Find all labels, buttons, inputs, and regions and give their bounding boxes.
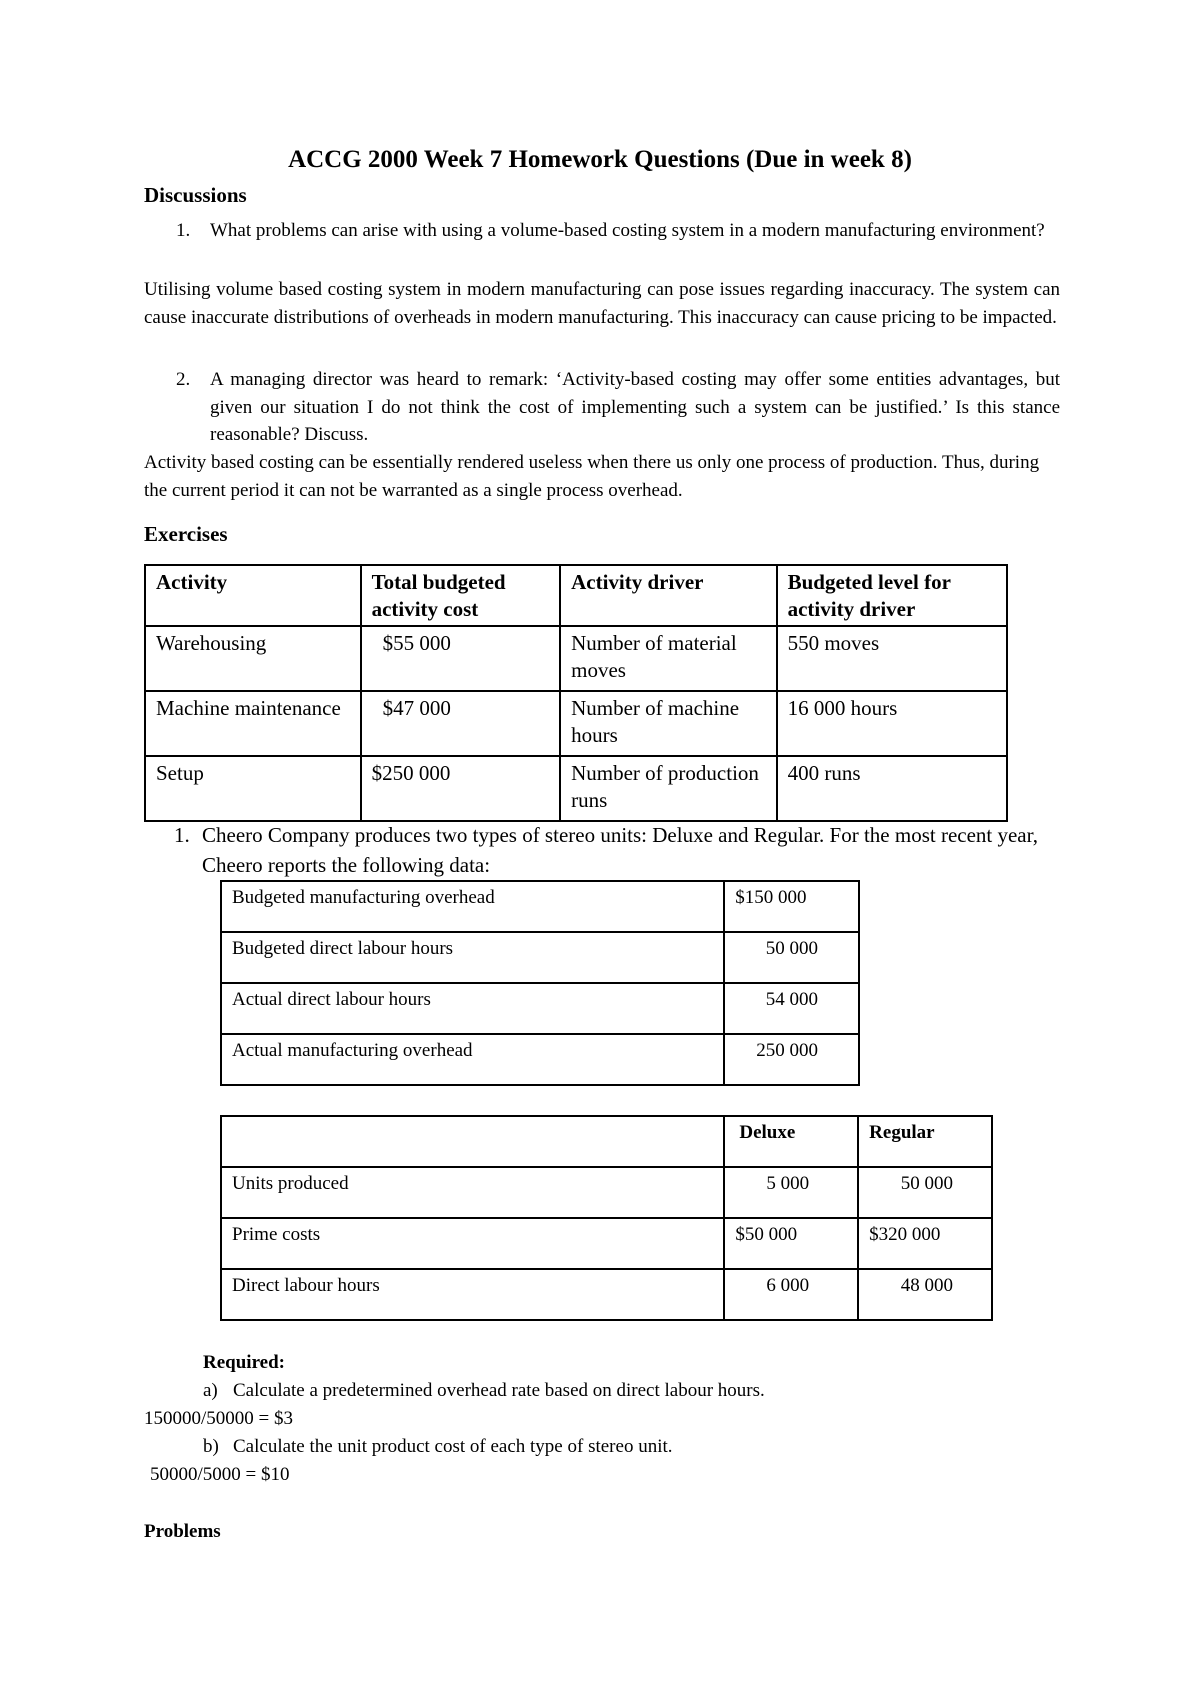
- cell-driver: Number of production runs: [560, 756, 776, 821]
- cell-level: 400 runs: [777, 756, 1007, 821]
- cell-level: 16 000 hours: [777, 691, 1007, 756]
- cell-driver: Number of machine hours: [560, 691, 776, 756]
- column-header-regular: Regular: [858, 1116, 992, 1167]
- activity-table: [144, 564, 1008, 822]
- cell-deluxe: $50 000: [724, 1218, 858, 1269]
- column-header-activity-driver: Activity driver: [560, 565, 776, 626]
- product-table-header-row: [221, 1116, 992, 1167]
- exercises-heading: Exercises: [144, 522, 228, 546]
- cell-cost: $55 000: [361, 626, 561, 691]
- cell-label: Actual direct labour hours: [221, 983, 724, 1034]
- cell-value: $150 000: [724, 881, 859, 932]
- required-b-answer: 50000/5000 = $10: [150, 1464, 290, 1485]
- cell-regular: 48 000: [858, 1269, 992, 1320]
- cell-cost: $47 000: [361, 691, 561, 756]
- table-row: [221, 1034, 859, 1085]
- table-row: [221, 1269, 992, 1320]
- answer-2: Activity based costing can be essentially rendered useless when there us only one process of production. Thus, during the current period it can not be warranted as a single process overhead.: [144, 452, 1040, 501]
- answer-1: Utilising volume based costing system in modern manufacturing can pose issues regarding inaccuracy. The system can cause inaccurate distributions of overheads in modern manufacturing. This inaccuracy can cause pricing to be impacted.: [144, 279, 1060, 328]
- required-a-answer: 150000/50000 = $3: [144, 1408, 293, 1429]
- cell-regular: 50 000: [858, 1167, 992, 1218]
- table-row: [145, 691, 1007, 756]
- required-b-label: b): [203, 1436, 219, 1457]
- cell-label: Prime costs: [221, 1218, 724, 1269]
- cell-value: 54 000: [724, 983, 859, 1034]
- cell-activity: Warehousing: [145, 626, 361, 691]
- cell-label: Direct labour hours: [221, 1269, 724, 1320]
- activity-table-header-row: [145, 565, 1007, 626]
- table-row: [145, 626, 1007, 691]
- cell-label: Budgeted direct labour hours: [221, 932, 724, 983]
- table-row: [221, 881, 859, 932]
- overhead-table: [220, 880, 860, 1086]
- question-2-text: A managing director was heard to remark: ‘Activity-based costing may offer some entities advantages, but given our situation I do not think the cost of implementing such a system can be justified.’ Is this stance reasonable? Discuss.: [210, 369, 1060, 445]
- cell-label: Actual manufacturing overhead: [221, 1034, 724, 1085]
- cell-label: Budgeted manufacturing overhead: [221, 881, 724, 932]
- table-row: [221, 932, 859, 983]
- cell-value: 250 000: [724, 1034, 859, 1085]
- cheero-question-text: Cheero Company produces two types of stereo units: Deluxe and Regular. For the most recent year, Cheero reports the following data:: [202, 823, 1039, 877]
- problems-heading: Problems: [144, 1521, 221, 1542]
- cell-value: 50 000: [724, 932, 859, 983]
- question-2-number: 2.: [176, 369, 191, 390]
- question-1-number: 1.: [176, 220, 191, 241]
- cell-label: Units produced: [221, 1167, 724, 1218]
- column-header-budgeted-level: Budgeted level for activity driver: [777, 565, 1007, 626]
- column-header-total-cost: Total budgeted activity cost: [361, 565, 561, 626]
- question-1-text: What problems can arise with using a volume-based costing system in a modern manufacturing environment?: [210, 220, 1045, 241]
- required-a-label: a): [203, 1380, 218, 1401]
- cell-cost: $250 000: [361, 756, 561, 821]
- cell-activity: Setup: [145, 756, 361, 821]
- column-header-deluxe: Deluxe: [724, 1116, 858, 1167]
- column-header-activity: Activity: [145, 565, 361, 626]
- cell-driver: Number of material moves: [560, 626, 776, 691]
- column-header-blank: [221, 1116, 724, 1167]
- required-b-text: Calculate the unit product cost of each type of stereo unit.: [233, 1436, 673, 1457]
- cell-activity: Machine maintenance: [145, 691, 361, 756]
- table-row: [145, 756, 1007, 821]
- cell-deluxe: 6 000: [724, 1269, 858, 1320]
- table-row: [221, 983, 859, 1034]
- discussions-heading: Discussions: [144, 183, 247, 207]
- cell-regular: $320 000: [858, 1218, 992, 1269]
- table-row: [221, 1167, 992, 1218]
- cell-deluxe: 5 000: [724, 1167, 858, 1218]
- required-a-text: Calculate a predetermined overhead rate based on direct labour hours.: [233, 1380, 765, 1401]
- required-heading: Required:: [203, 1352, 285, 1373]
- page-title: ACCG 2000 Week 7 Homework Questions (Due in week 8): [288, 146, 912, 173]
- product-table: [220, 1115, 993, 1321]
- cell-level: 550 moves: [777, 626, 1007, 691]
- table-row: [221, 1218, 992, 1269]
- cheero-question-number: 1.: [174, 823, 190, 847]
